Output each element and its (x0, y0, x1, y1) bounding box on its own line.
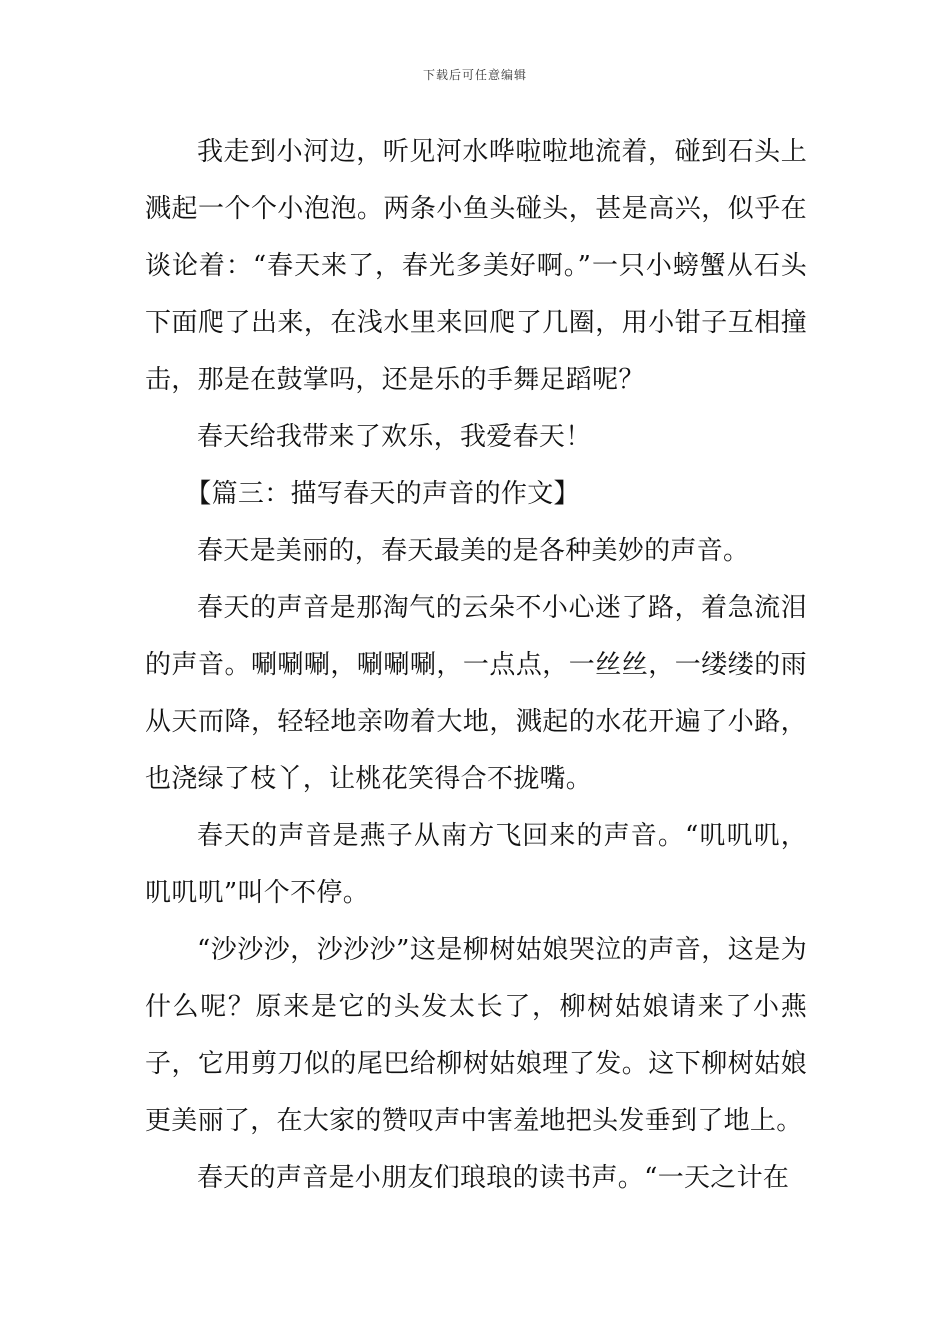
paragraph-intro: 春天是美丽的，春天最美的是各种美妙的声音。 (197, 536, 750, 566)
section-heading: 【篇三：描写春天的声音的作文】 (185, 479, 580, 509)
paragraph-willow: “沙沙沙，沙沙沙”这是柳树姑娘哭泣的声音，这是为什么呢？原来是它的头发太长了，柳树姑娘请来了小燕子，它用剪刀似的尾巴给柳树姑娘理了发。这下柳树姑娘更美丽了，在大家的赞叹声中害羞地把头发垂到了地上。 (145, 935, 807, 1136)
paragraph-rain: 春天的声音是那淘气的云朵不小心迷了路，着急流泪的声音。唰唰唰，唰唰唰，一点点，一丝丝，一缕缕的雨从天而降，轻轻地亲吻着大地，溅起的水花开遍了小路，也浇绿了枝丫，让桃花笑得合不拢嘴。 (145, 593, 807, 794)
document-body (145, 124, 807, 1207)
paragraph-river: 我走到小河边，听见河水哗啦啦地流着，碰到石头上溅起一个个小泡泡。两条小鱼头碰头，甚是高兴，似乎在谈论着：“春天来了，春光多美好啊。”一只小螃蟹从石头下面爬了出来，在浅水里来回爬了几圈，用小钳子互相撞击，那是在鼓掌吗，还是乐的手舞足蹈呢？ (145, 137, 807, 395)
paragraph-reading: 春天的声音是小朋友们琅琅的读书声。“一天之计在 (197, 1163, 790, 1193)
paragraph-swallow: 春天的声音是燕子从南方飞回来的声音。“叽叽叽，叽叽叽”叫个不停。 (145, 821, 807, 908)
paragraph-joy: 春天给我带来了欢乐，我爱春天！ (197, 422, 592, 452)
header-note: 下载后可任意编辑 (422, 68, 527, 82)
